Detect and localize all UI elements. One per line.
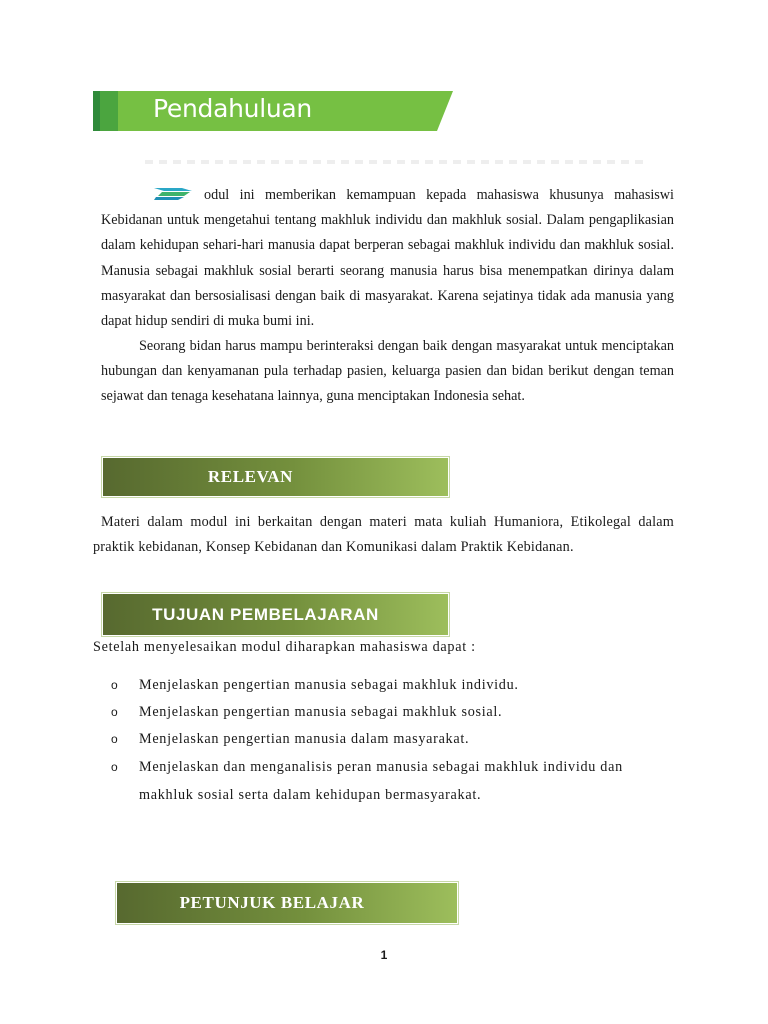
page-number: 1 <box>380 948 388 962</box>
objectives-list <box>111 672 681 809</box>
chapter-banner <box>93 91 453 133</box>
objective-text: Menjelaskan pengertian manusia sebagai makhluk individu. <box>139 677 519 693</box>
section-title: TUJUAN PEMBELAJARAN <box>152 604 379 624</box>
section-header-tujuan <box>103 594 448 635</box>
list-item <box>111 672 681 699</box>
bullet-icon: o <box>111 678 119 692</box>
bullet-icon: o <box>111 760 119 774</box>
second-text: Seorang bidan harus mampu berinteraksi dengan baik dengan masyarakat untuk menciptakan hubungan dan kenyamanan pula terhadap pasien, keluarga pasien dan bidan berikut dengan teman sejawat dan tenaga kesehatana lainnya, guna menciptakan Indonesia sehat. <box>101 338 674 405</box>
intro-text: odul ini memberikan kemampuan kepada mahasiswa khusunya mahasiswi Kebidanan untuk mengetahui tentang makhluk individu dan makhluk sosial. Dalam pengaplikasian dalam kehidupan sehari-hari manusia dapat berperan sebagai makhluk individu dan makhluk sosial. Manusia sebagai makhluk sosial berarti seorang manusia harus bisa menempatkan dirinya dalam masyarakat dan bersosialisasi dengan baik di masyarakat. Karena sejatinya tidak ada manusia yang dapat hidup sendiri di muka bumi ini. <box>101 187 674 330</box>
relevan-paragraph <box>93 510 674 560</box>
bullet-icon: o <box>111 732 119 746</box>
objective-text: Menjelaskan pengertian manusia dalam masyarakat. <box>139 731 470 747</box>
chapter-title: Pendahuluan <box>153 94 312 123</box>
list-item <box>111 726 681 753</box>
intro-paragraph <box>101 183 674 334</box>
relevan-text: Materi dalam modul ini berkaitan dengan materi mata kuliah Humaniora, Etikolegal dalam praktik kebidanan, Konsep Kebidanan dan Komunikasi dalam Praktik Kebidanan. <box>93 514 674 556</box>
objectives-intro: Setelah menyelesaikan modul diharapkan mahasiswa dapat : <box>93 639 476 655</box>
section-header-petunjuk <box>117 883 457 923</box>
section-title: PETUNJUK BELAJAR <box>179 893 365 912</box>
list-item <box>111 699 681 726</box>
section-header-relevan <box>103 458 448 496</box>
bullet-icon: o <box>111 705 119 719</box>
section-title: RELEVAN <box>207 467 294 486</box>
list-item <box>111 753 681 809</box>
second-paragraph <box>101 334 674 410</box>
divider-line <box>145 160 645 164</box>
objective-text: Menjelaskan pengertian manusia sebagai makhluk sosial. <box>139 704 503 720</box>
objective-text: Menjelaskan dan menganalisis peran manusia sebagai makhluk individu dan makhluk sosial serta dalam kehidupan bermasyarakat. <box>139 759 623 803</box>
